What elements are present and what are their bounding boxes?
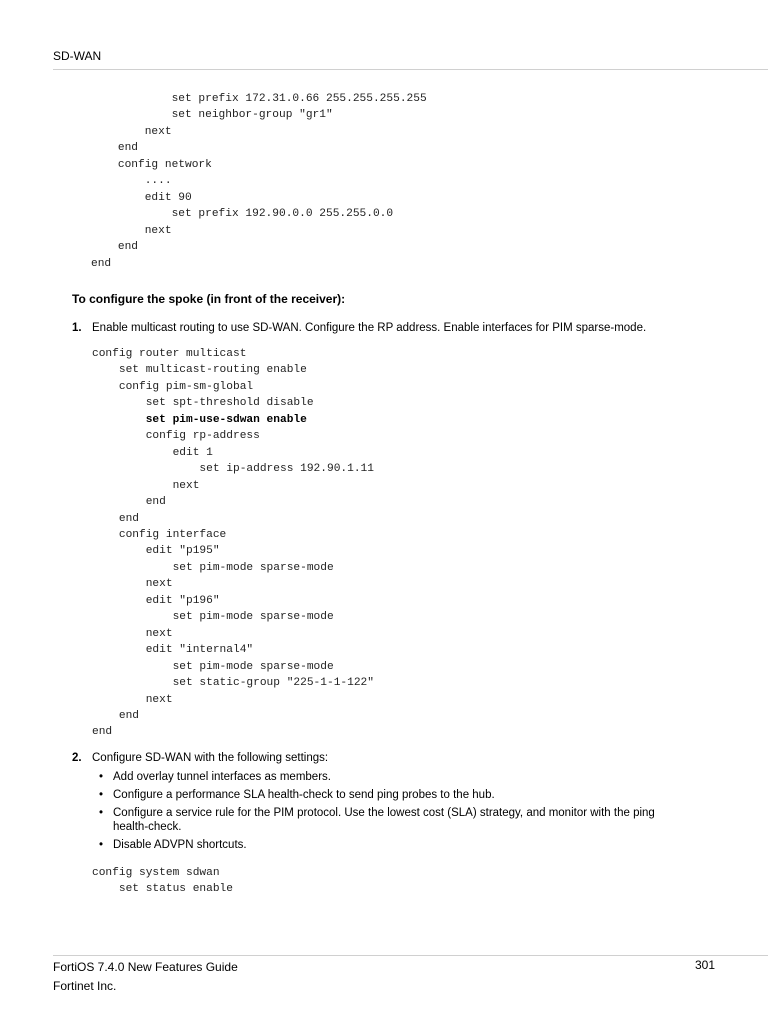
list-item: • Configure a service rule for the PIM protocol. Use the lowest cost (SLA) strategy, and monitor with the ping health-check. xyxy=(97,806,677,834)
footer-guide-title: FortiOS 7.4.0 New Features Guide xyxy=(53,960,238,974)
settings-list xyxy=(97,770,677,856)
code-line: set pim-mode sparse-mode xyxy=(92,611,334,624)
footer-left xyxy=(53,958,238,996)
code-line: set prefix 192.90.0.0 255.255.0.0 xyxy=(91,208,394,221)
code-line: end xyxy=(91,142,138,155)
code-line: edit 1 xyxy=(92,446,213,459)
step-text: Configure SD-WAN with the following settings: xyxy=(92,752,329,764)
code-line: set status enable xyxy=(92,883,233,896)
section-heading: To configure the spoke (in front of the receiver): xyxy=(72,292,346,306)
step-number: 2. xyxy=(72,752,82,764)
code-block-multicast xyxy=(92,346,374,741)
code-line: set prefix 172.31.0.66 255.255.255.255 xyxy=(91,93,427,105)
code-line: next xyxy=(91,125,172,138)
step-1 xyxy=(72,322,692,334)
code-line: .... xyxy=(91,175,172,188)
list-item: • Configure a performance SLA health-check to send ping probes to the hub. xyxy=(97,788,677,802)
footer-company: Fortinet Inc. xyxy=(53,979,117,993)
footer-divider xyxy=(53,955,768,956)
code-line: next xyxy=(92,578,173,591)
step-text: Enable multicast routing to use SD-WAN. Configure the RP address. Enable interfaces for PIM sparse-mode. xyxy=(92,322,647,334)
list-item: • Add overlay tunnel interfaces as members. xyxy=(97,770,677,784)
code-line: edit 90 xyxy=(91,191,192,204)
code-line: end xyxy=(92,726,113,739)
code-line: edit "p195" xyxy=(92,545,220,558)
code-block-sdwan xyxy=(92,865,233,898)
code-line: end xyxy=(92,709,139,722)
code-line: config pim-sm-global xyxy=(92,380,254,393)
code-line: set neighbor-group "gr1" xyxy=(91,109,333,122)
running-header: SD-WAN xyxy=(53,49,102,63)
code-line: edit "p196" xyxy=(92,594,220,607)
code-line: next xyxy=(91,224,172,237)
code-line: config network xyxy=(91,158,212,171)
code-line: config system sdwan xyxy=(92,867,220,879)
code-line: edit "internal4" xyxy=(92,644,254,657)
header-divider xyxy=(53,69,768,70)
code-line: set pim-mode sparse-mode xyxy=(92,660,334,673)
page-number: 301 xyxy=(694,958,715,972)
code-line: next xyxy=(92,627,173,640)
code-line: config rp-address xyxy=(92,430,260,443)
code-line: config interface xyxy=(92,528,227,541)
code-block-bgp-network xyxy=(91,91,427,272)
list-item: • Disable ADVPN shortcuts. xyxy=(97,838,677,852)
code-line: end xyxy=(91,241,138,254)
code-line: set multicast-routing enable xyxy=(92,364,307,377)
step-number: 1. xyxy=(72,322,82,334)
code-line: set pim-mode sparse-mode xyxy=(92,561,334,574)
code-line: set pim-use-sdwan enable xyxy=(92,413,307,426)
code-line: next xyxy=(92,479,200,492)
code-line: set static-group "225-1-1-122" xyxy=(92,677,374,690)
code-line: config router multicast xyxy=(92,348,247,360)
code-line: set spt-threshold disable xyxy=(92,397,314,410)
code-line: end xyxy=(92,496,166,509)
code-line: end xyxy=(92,512,139,525)
step-2 xyxy=(72,752,692,764)
code-line: end xyxy=(91,257,112,270)
code-line: set ip-address 192.90.1.11 xyxy=(92,463,374,476)
code-line: next xyxy=(92,693,173,706)
